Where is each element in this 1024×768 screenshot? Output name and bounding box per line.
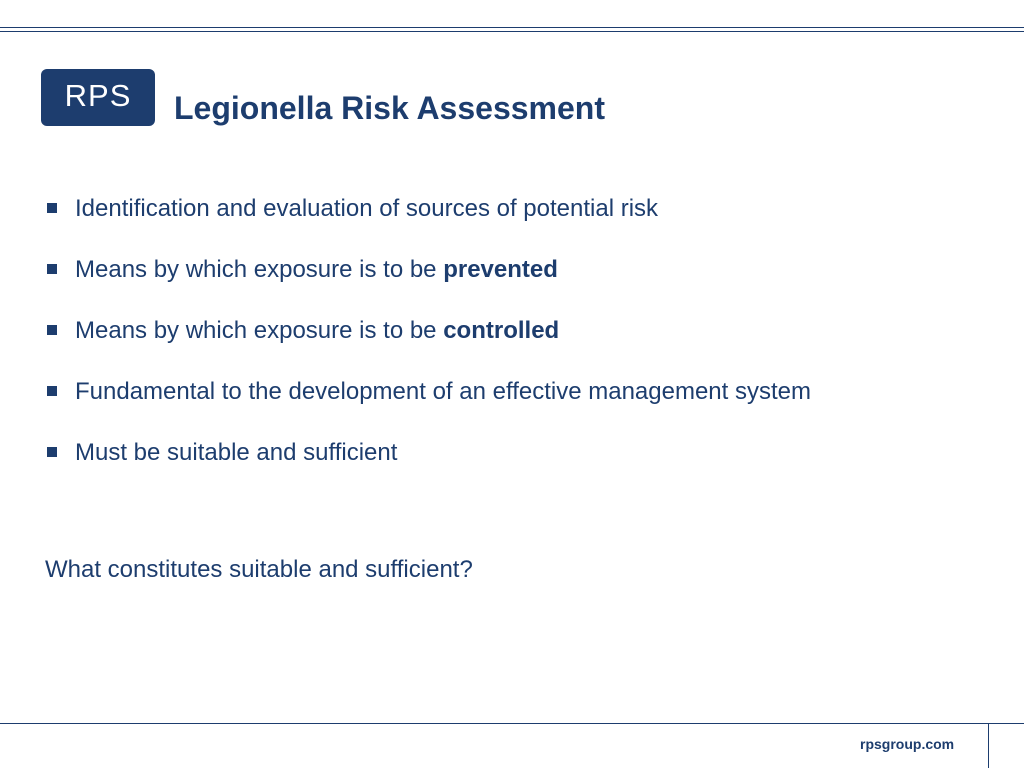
bullet-emphasis: prevented xyxy=(443,256,558,283)
bullet-text: Means by which exposure is to be xyxy=(75,317,444,344)
footer-url: rpsgroup.com xyxy=(860,736,955,752)
footer-rule xyxy=(0,723,1024,724)
square-bullet-icon xyxy=(47,264,57,274)
square-bullet-icon xyxy=(47,203,57,213)
bullet-text: Means by which exposure is to be xyxy=(75,256,444,283)
bullet-emphasis: controlled xyxy=(443,317,560,344)
closing-question: What constitutes suitable and sufficient? xyxy=(45,556,473,583)
bullet-item xyxy=(45,192,875,225)
bullet-item xyxy=(45,375,875,408)
square-bullet-icon xyxy=(47,325,57,335)
square-bullet-icon xyxy=(47,447,57,457)
footer-divider xyxy=(988,723,989,768)
bullet-text: Must be suitable and sufficient xyxy=(75,439,398,466)
bullet-text: Identification and evaluation of sources of potential risk xyxy=(75,195,659,222)
bullet-item xyxy=(45,314,875,347)
bullet-list xyxy=(45,192,875,497)
bullet-item xyxy=(45,436,875,469)
bullet-text: Fundamental to the development of an effective management system xyxy=(75,378,811,405)
rps-logo xyxy=(41,69,155,126)
square-bullet-icon xyxy=(47,386,57,396)
slide-title: Legionella Risk Assessment xyxy=(174,90,605,126)
top-rule xyxy=(0,27,1024,28)
bullet-item xyxy=(45,253,875,286)
top-rule-secondary xyxy=(0,31,1024,32)
logo-text: RPS xyxy=(64,77,132,113)
